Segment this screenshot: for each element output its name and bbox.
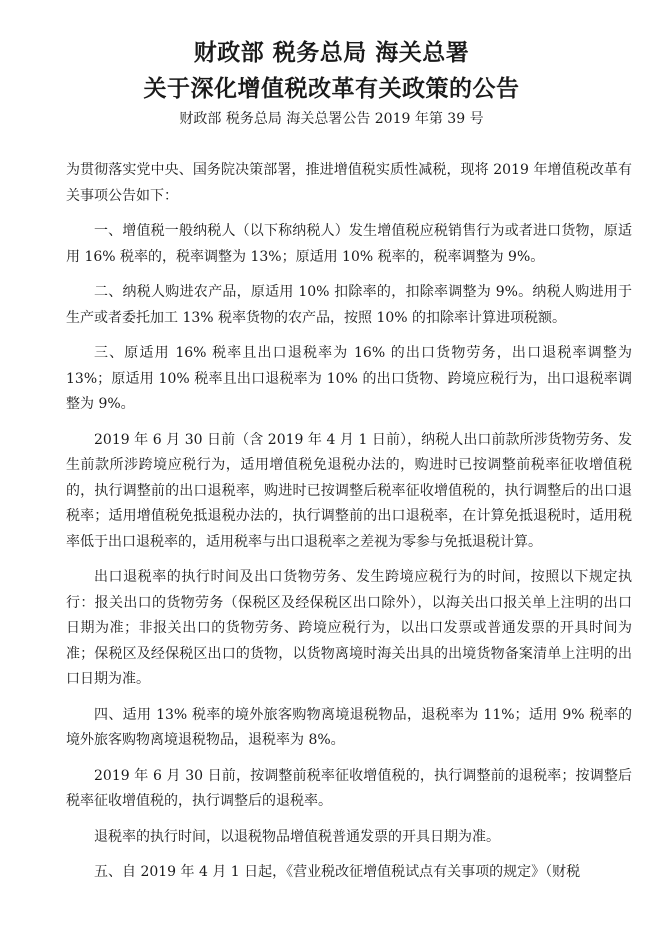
document-body (66, 158, 632, 896)
paragraph-item-1: 一、增值税一般纳税人（以下称纳税人）发生增值税应税销售行为或者进口货物，原适用 16% 税率的，税率调整为 13%；原适用 10% 税率的，税率调整为 9%。 (66, 223, 632, 265)
paragraph-item-3-timing: 出口退税率的执行时间及出口货物劳务、发生跨境应税行为的时间，按照以下规定执行：报关出口的货物劳务（保税区及经保税区出口除外），以海关出口报关单上注明的出口日期为准；非报关出口的货物劳务、跨境应税行为，以出口发票或普通发票的开具时间为准；保税区及经保税区出口的货物，以货物离境时海关出具的出境货物备案清单上注明的出口日期为准。 (66, 569, 632, 687)
paragraph-item-4-transition: 2019 年 6 月 30 日前，按调整前税率征收增值税的，执行调整前的退税率；按调整后税率征收增值税的，执行调整后的退税率。 (66, 767, 632, 809)
paragraph-item-4: 四、适用 13% 税率的境外旅客购物离境退税物品，退税率为 11%；适用 9% 税率的境外旅客购物离境退税物品，退税率为 8%。 (66, 706, 632, 748)
document-title-line2: 关于深化增值税改革有关政策的公告 (143, 76, 520, 102)
document-title-line1: 财政部 税务总局 海关总署 (193, 40, 470, 66)
document-number: 财政部 税务总局 海关总署公告 2019 年第 39 号 (179, 111, 484, 127)
paragraph-intro: 为贯彻落实党中央、国务院决策部署，推进增值税实质性减税，现将 2019 年增值税改革有关事项公告如下： (66, 162, 632, 204)
paragraph-item-2: 二、纳税人购进农产品，原适用 10% 扣除率的，扣除率调整为 9%。纳税人购进用于生产或者委托加工 13% 税率货物的农产品，按照 10% 的扣除率计算进项税额。 (66, 284, 632, 326)
paragraph-item-3: 三、原适用 16% 税率且出口退税率为 16% 的出口货物劳务，出口退税率调整为 13%；原适用 10% 税率且出口退税率为 10% 的出口货物、跨境应税行为，出口退税率调整为 9%。 (66, 345, 632, 412)
paragraph-item-3-transition: 2019 年 6 月 30 日前（含 2019 年 4 月 1 日前），纳税人出口前款所涉货物劳务、发生前款所涉跨境应税行为，适用增值税免退税办法的，购进时已按调整前税率征收增值税的，执行调整前的出口退税率，购进时已按调整后税率征收增值税的，执行调整后的出口退税率；适用增值税免抵退税办法的，执行调整前的出口退税率，在计算免抵退税时，适用税率低于出口退税率的，适用税率与出口退税率之差视为零参与免抵退税计算。 (66, 431, 632, 550)
paragraph-item-4-timing: 退税率的执行时间，以退税物品增值税普通发票的开具日期为准。 (94, 828, 500, 845)
paragraph-item-5: 五、自 2019 年 4 月 1 日起，《营业税改征增值税试点有关事项的规定》（财税 (94, 864, 581, 880)
